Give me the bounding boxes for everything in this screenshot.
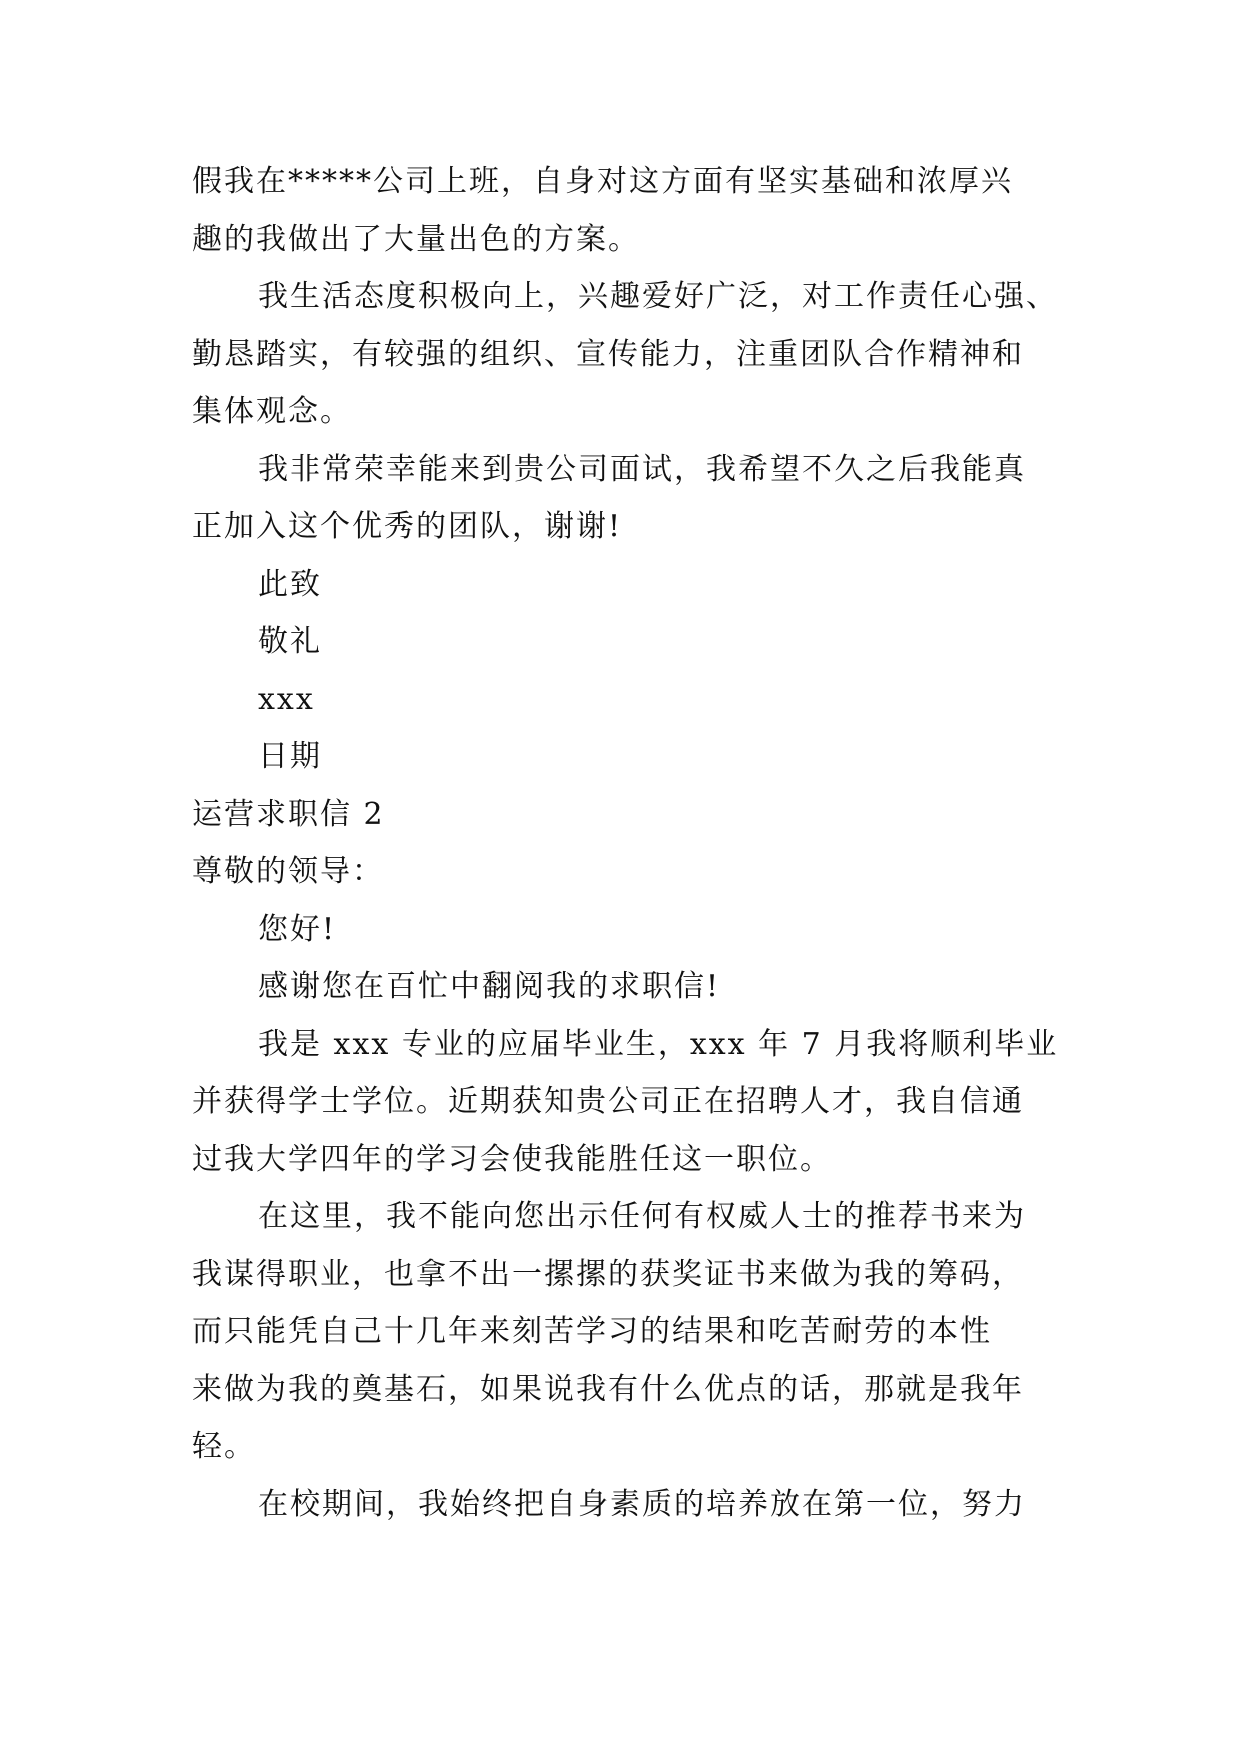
closing-salutation: 此致	[258, 567, 322, 602]
text-line: 我生活态度积极向上，兴趣爱好广泛，对工作责任心强、	[258, 279, 1058, 314]
text-line: 我是 xxx 专业的应届毕业生，xxx 年 7 月我将顺利毕业	[258, 1027, 1059, 1062]
text-line: 轻。	[192, 1429, 256, 1464]
text-line: 过我大学四年的学习会使我能胜任这一职位。	[192, 1142, 832, 1177]
text-line: 在这里，我不能向您出示任何有权威人士的推荐书来为	[258, 1199, 1026, 1234]
section-title: 运营求职信 2	[192, 797, 385, 832]
text-line: 勤恳踏实，有较强的组织、宣传能力，注重团队合作精神和	[192, 337, 1024, 372]
closing-regards: 敬礼	[258, 624, 322, 659]
text-line: 我非常荣幸能来到贵公司面试，我希望不久之后我能真	[258, 452, 1026, 487]
text-line: 集体观念。	[192, 394, 352, 429]
text-line: 在校期间，我始终把自身素质的培养放在第一位，努力	[258, 1487, 1026, 1522]
text-line: 正加入这个优秀的团队，谢谢!	[192, 509, 623, 544]
text-line: 并获得学士学位。近期获知贵公司正在招聘人才，我自信通	[192, 1084, 1024, 1119]
text-line: 您好!	[258, 912, 337, 947]
signature-name: xxx	[258, 682, 315, 717]
text-line: 趣的我做出了大量出色的方案。	[192, 222, 640, 257]
text-line: 来做为我的奠基石，如果说我有什么优点的话，那就是我年	[192, 1372, 1024, 1407]
letter-greeting: 尊敬的领导：	[192, 854, 384, 889]
text-line: 感谢您在百忙中翻阅我的求职信!	[258, 969, 721, 1004]
text-line: 假我在*****公司上班，自身对这方面有坚实基础和浓厚兴	[192, 164, 1013, 199]
signature-date: 日期	[258, 739, 322, 774]
text-line: 而只能凭自己十几年来刻苦学习的结果和吃苦耐劳的本性	[192, 1314, 992, 1349]
text-line: 我谋得职业，也拿不出一摞摞的获奖证书来做为我的筹码，	[192, 1257, 1024, 1292]
